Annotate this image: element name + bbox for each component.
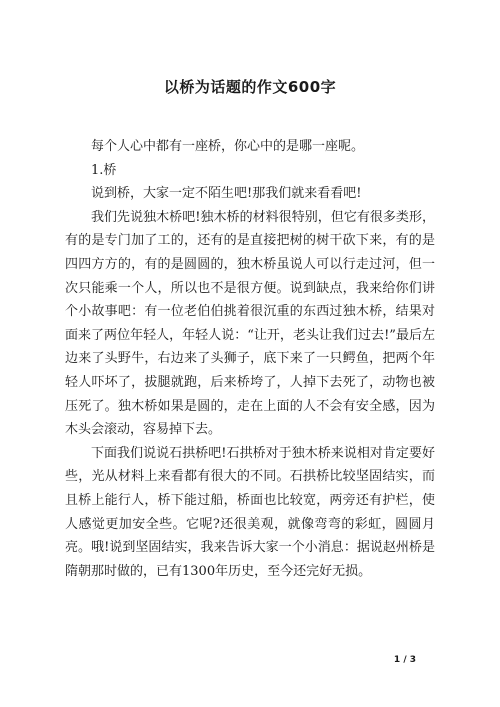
paragraph: 下面我们说说石拱桥吧!石拱桥对于独木桥来说相对肯定要好些，光从材料上来看都有很大的不同。石拱桥比较坚固结实，而且桥上能行人，桥下能过船，桥面也比较宽，两旁还有护栏，使人感觉更加安全些。它呢?还很美观，就像弯弯的彩虹，圆圆月亮。哦!说到坚固结实，我来告诉大家一个小消息：据说赵州桥是隋朝那时做的，已有1300年历史，至今还完好无损。 [65, 445, 435, 579]
document-title: 以桥为话题的作文600字 [163, 78, 337, 96]
paragraph: 我们先说独木桥吧!独木桥的材料很特别，但它有很多类形，有的是专门加了工的，还有的是直接把树的树干砍下来，有的是四四方方的，有的是圆圆的，独木桥虽说人可以行走过河，但一次只能乘一个人，所以也不是很方便。说到缺点，我来给你们讲个小故事吧：有一位老伯伯挑着很沉重的东西过独木桥，结果对面来了两位年轻人，年轻人说：“让开，老头让我们过去!”最后左边来了头野牛，右边来了头狮子，底下来了一只鳄鱼，把两个年轻人吓坏了，拔腿就跑，后来桥垮了，人掉下去死了，动物也被压死了。独木桥如果是圆的，走在上面的人不会有安全感，因为木头会滚动，容易掉下去。 [65, 209, 435, 438]
paragraph: 每个人心中都有一座桥，你心中的是哪一座呢。 [91, 139, 365, 154]
document-body [65, 135, 435, 583]
paragraph: 1.桥 [91, 162, 117, 178]
page-number: 1 / 3 [393, 655, 416, 665]
paragraph: 说到桥，大家一定不陌生吧!那我们就来看看吧! [91, 186, 362, 202]
